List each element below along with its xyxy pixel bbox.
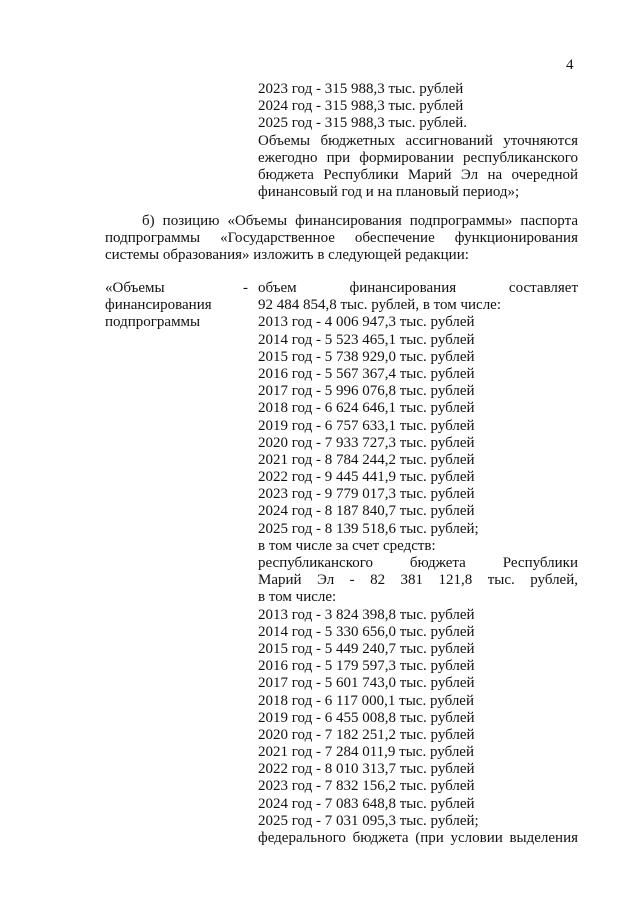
year-line: 2025 год - 7 031 095,3 тыс. рублей; bbox=[258, 812, 479, 829]
note-line: ежегодно при формировании республиканского bbox=[258, 149, 578, 166]
label-line: «Объемы bbox=[105, 280, 165, 296]
year-line: 2024 год - 7 083 648,8 тыс. рублей bbox=[258, 795, 475, 812]
year-line: 2020 год - 7 182 251,2 тыс. рублей bbox=[258, 726, 475, 743]
year-line: 2014 год - 5 330 656,0 тыс. рублей bbox=[258, 623, 475, 640]
year-line: 2020 год - 7 933 727,3 тыс. рублей bbox=[258, 434, 475, 451]
republic-line: Марий Эл - 82 381 121,8 тыс. рублей, bbox=[258, 572, 578, 589]
page-number: 4 bbox=[566, 57, 574, 73]
federal-line: федерального бюджета (при условии выделения bbox=[258, 830, 578, 846]
table-label-column bbox=[105, 280, 245, 332]
year-line: 2014 год - 5 523 465,1 тыс. рублей bbox=[258, 331, 475, 348]
republic-line: республиканского бюджета Республики bbox=[258, 555, 578, 571]
year-line: 2017 год - 5 996 076,8 тыс. рублей bbox=[258, 383, 475, 400]
year-line: 2025 год - 8 139 518,6 тыс. рублей; bbox=[258, 520, 479, 537]
year-line: 2019 год - 6 455 008,8 тыс. рублей bbox=[258, 709, 475, 726]
year-line: 2016 год - 5 567 367,4 тыс. рублей bbox=[258, 365, 475, 382]
label-line: подпрограммы bbox=[105, 314, 201, 331]
note-line: финансовый год и на плановый период»; bbox=[258, 184, 520, 201]
year-line: 2024 год - 315 988,3 тыс. рублей bbox=[258, 98, 464, 115]
paragraph-line: б) позицию «Объемы финансирования подпрограммы» паспорта bbox=[142, 213, 578, 229]
year-line: 2024 год - 8 187 840,7 тыс. рублей bbox=[258, 503, 475, 520]
year-line: 2018 год - 6 117 000,1 тыс. рублей bbox=[258, 692, 474, 709]
label-line: финансирования bbox=[105, 297, 212, 314]
year-line: 2019 год - 6 757 633,1 тыс. рублей bbox=[258, 417, 475, 434]
table-value-column bbox=[258, 280, 578, 847]
paragraph-line: подпрограммы «Государственное обеспечение функционирования bbox=[105, 230, 578, 247]
year-line: 2021 год - 7 284 011,9 тыс. рублей bbox=[258, 744, 474, 761]
sources-heading: в том числе за счет средств: bbox=[258, 537, 436, 554]
year-line: 2021 год - 8 784 244,2 тыс. рублей bbox=[258, 451, 475, 468]
year-line: 2023 год - 7 832 156,2 тыс. рублей bbox=[258, 778, 475, 795]
year-line: 2022 год - 9 445 441,9 тыс. рублей bbox=[258, 469, 475, 486]
year-line: 2025 год - 315 988,3 тыс. рублей. bbox=[258, 115, 468, 132]
year-line: 2023 год - 9 779 017,3 тыс. рублей bbox=[258, 486, 475, 503]
year-line: 2013 год - 3 824 398,8 тыс. рублей bbox=[258, 606, 475, 623]
year-line: 2013 год - 4 006 947,3 тыс. рублей bbox=[258, 314, 475, 331]
paragraph-line: системы образования» изложить в следующей редакции: bbox=[105, 247, 469, 264]
year-line: 2017 год - 5 601 743,0 тыс. рублей bbox=[258, 675, 475, 692]
intro-line: 92 484 854,8 тыс. рублей, в том числе: bbox=[258, 297, 502, 314]
label-dash: - bbox=[243, 280, 248, 296]
intro-line: объем финансирования составляет bbox=[258, 280, 578, 296]
year-line: 2015 год - 5 738 929,0 тыс. рублей bbox=[258, 348, 475, 365]
year-line: 2018 год - 6 624 646,1 тыс. рублей bbox=[258, 400, 475, 417]
year-line: 2016 год - 5 179 597,3 тыс. рублей bbox=[258, 658, 475, 675]
year-line: 2023 год - 315 988,3 тыс. рублей bbox=[258, 81, 464, 97]
note-line: бюджета Республики Марий Эл на очередной bbox=[258, 166, 578, 183]
year-line: 2022 год - 8 010 313,7 тыс. рублей bbox=[258, 761, 475, 778]
paragraph-b bbox=[105, 213, 578, 265]
note-line: Объемы бюджетных ассигнований уточняются bbox=[258, 132, 578, 149]
year-line: 2015 год - 5 449 240,7 тыс. рублей bbox=[258, 640, 475, 657]
republic-line: в том числе: bbox=[258, 589, 337, 606]
top-funding-block bbox=[258, 81, 578, 201]
